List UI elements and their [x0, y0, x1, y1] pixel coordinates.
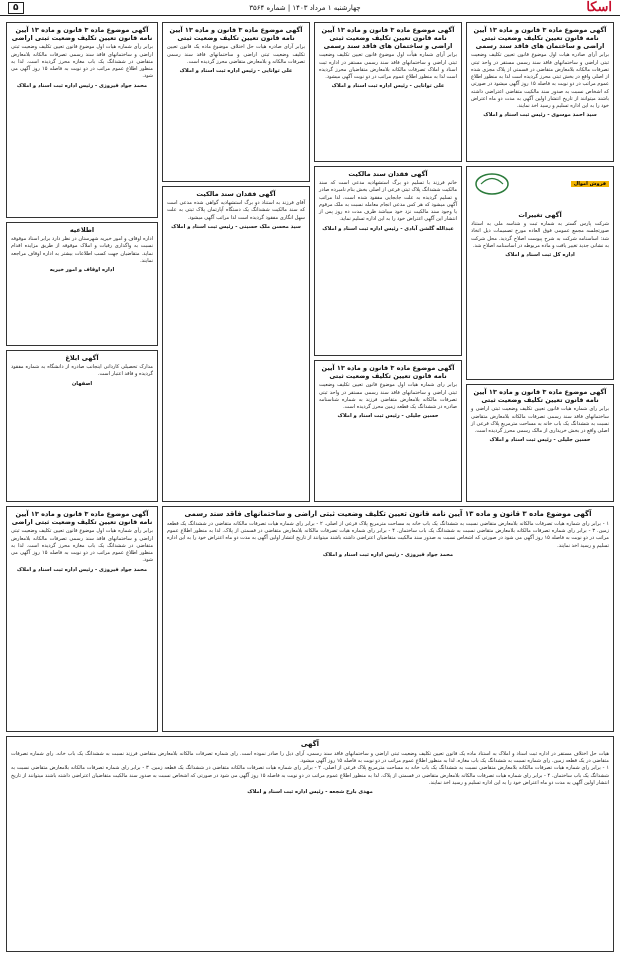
ad-title: آگهی موضوع ماده ۳ قانون و ماده ۱۳ آیین نامه قانون تعیین تکلیف وضعیت ثبتی — [321, 364, 455, 381]
ad-land-registration — [466, 22, 614, 162]
ad-signature: علی توانایی - رئیس اداره ثبت اسناد و املاک — [331, 83, 445, 90]
ad-title: اطلاعیه — [69, 226, 95, 234]
ad-title: آگهی موضوع ماده ۳ قانون و ماده ۱۳ آیین نامه قانون تعیین تکلیف وضعیت ثبتی اراضی و ساختمان های فاقد سند رسمی — [473, 26, 607, 51]
ad-wide-land-registration — [162, 506, 614, 732]
ad-signature: محمد جواد فیروزی - رئیس اداره ثبت اسناد و املاک — [16, 82, 148, 89]
ad-body: برابر آرای صادره هیات اول موضوع قانون تعیین تکلیف وضعیت ثبتی اراضی و ساختمانهای فاقد سند رسمی مستقر در واحد ثبتی تصرفات مالکانه بلامعارض متقاضی در قسمتی از پلاک مجزی شده از اصلی واقع در بخش ثبتی محرز گردیده است لذا به منظور اطلاع عموم مراتب در دو نوبت به فاصله ۱۵ روز آگهی میشود در صورتی که اشخاص نسبت به صدور سند مالکیت متقاضی اعتراضی داشته باشند میتوانند از تاریخ انتشار اولین آگهی به مدت دو ماه اعتراض خود را به این اداره تسلیم و رسید اخذ نمایند. — [471, 52, 609, 110]
ad-body: اداره اوقاف و امور خیریه شهرستان در نظر دارد برابر اسناد موقوفه نسبت به واگذاری رقبات و املاک موقوفه از طریق مزایده اقدام نماید. متقاضیان جهت کسب اطلاعات بیشتر به اداره اوقاف مراجعه نمایند. — [11, 236, 153, 264]
ad-signature: محمد جواد فیروزی - رئیس اداره ثبت اسناد و املاک — [16, 566, 148, 573]
ad-endowment-notice — [6, 222, 158, 346]
ad-title: آگهی موضوع ماده ۳ قانون و ماده ۱۳ آیین نامه قانون تعیین تکلیف وضعیت ثبتی اراضی و ساختمان های فاقد سند رسمی — [321, 26, 455, 51]
ad-title: آگهی موضوع ماده ۳ قانون و ماده ۱۳ آیین نامه قانون تعیین تکلیف وضعیت ثبتی — [169, 26, 303, 43]
ad-body: برابر آرای شماره هیأت اول موضوع قانون تعیین تکلیف وضعیت ثبتی اراضی و ساختمانهای فاقد سند رسمی مستقر در اداره ثبت اسناد و املاک تصرفات مالکانه بلامعارض متقاضیان محرز گردیده است لذا به منظور اطلاع عموم مراتب در دو نوبت آگهی میشود. — [319, 52, 457, 81]
category-badge: فروش اموال — [571, 181, 609, 187]
ad-body: برابر رأی شماره هیات اول موضوع قانون تعیین تکلیف وضعیت ثبتی اراضی و ساختمانهای فاقد سند رسمی تصرفات مالکانه بلامعارض متقاضی در ششدانگ یک باب مغازه محرز گردیده است. لذا به منظور اطلاع عموم مراتب در دو نوبت به فاصله ۱۵ روز آگهی می شود. — [11, 44, 153, 80]
masthead — [0, 0, 620, 16]
ad-signature: محمد جواد فیروزی - رئیس اداره ثبت اسناد و املاک — [322, 551, 454, 558]
ad-lost-deed-2 — [162, 186, 310, 502]
ad-body: هیات حل اختلاف مستقر در اداره ثبت اسناد و املاک به استناد ماده یک قانون تعیین تکلیف وضعیت ثبتی اراضی و ساختمانهای فاقد سند رسمی، آرای ذیل را صادر نموده است. رای شماره تصرفات مالکانه بلامعارض متقاضی فرزند نسبت به ششدانگ یک باب خانه. رای شماره تصرفات متقاضی در یک قطعه زمین. رای شماره نسبت به ششدانگ یک باب مغازه. لذا به منظور اطلاع عموم مراتب در دو نوبت به فاصله ۱۵ روز آگهی میشود. — [11, 750, 609, 764]
ad-title: آگهی — [300, 740, 320, 748]
ad-body: برابر آرای صادره هیات حل اختلاف موضوع ماده یک قانون تعیین تکلیف وضعیت ثبتی اراضی و ساختمانهای فاقد سند رسمی تصرفات مالکانه و بلامعارض متقاضی محرز گردیده است. — [167, 44, 305, 65]
ad-signature: سید محسن ملک حسینی - رئیس ثبت اسناد و املاک — [171, 223, 301, 230]
ad-title: آگهی موضوع ماده ۳ قانون و ماده ۱۳ آیین نامه قانون تعیین تکلیف وضعیت ثبتی اراضی — [11, 510, 153, 527]
ad-signature: اصفهان — [71, 380, 93, 387]
ad-land-registration-5 — [162, 22, 310, 182]
ad-signature: علی توانایی - رئیس اداره ثبت اسناد و املاک — [179, 68, 293, 74]
ad-signature: عبدالله گلشن آبادی - رئیس اداره ثبت اسناد و املاک — [322, 225, 454, 232]
ad-title: آگهی موضوع ماده ۳ قانون و ماده ۱۳ آیین نامه قانون تعیین تکلیف وضعیت ثبتی اراضی — [11, 26, 153, 43]
ad-signature: سید احمد موسوی - رئیس ثبت اسناد و املاک — [483, 112, 597, 119]
newspaper-logo: اسکا — [586, 0, 612, 15]
ad-side-notices — [6, 506, 158, 732]
ad-lost-deed — [314, 166, 462, 356]
ad-title: آگهی فقدان سند مالکیت — [348, 170, 428, 178]
ad-bottom-resolutions — [6, 736, 614, 952]
ad-land-registration-6 — [6, 22, 158, 218]
ad-signature: اداره اوقاف و امور خیریه — [49, 267, 115, 274]
ad-body: برابر رای شماره هیات قانون تعیین تکلیف وضعیت ثبتی اراضی و ساختمانهای فاقد سند رسمی تصرفات مالکانه بلامعارض متقاضی نسبت به ششدانگ یک باب خانه به مساحت مترمربع پلاک فرعی از اصلی واقع در بخش خریداری از مالک رسمی محرز گردیده است. — [471, 406, 609, 434]
ad-body: شرکت پارس گستر به شماره ثبت و شناسه ملی به استناد صورتجلسه مجمع عمومی فوق العاده مورخ تصمیمات ذیل اتخاذ شد: اساسنامه شرکت به شرح پیوست اصلاح گردید. محل شرکت به نشانی جدید تغییر یافت و ماده مربوطه در اساسنامه اصلاح شد. — [471, 221, 609, 249]
ad-body: برابر رای شماره هیات اول موضوع قانون تعیین تکلیف وضعیت ثبتی اراضی و ساختمانهای فاقد سند رسمی مستقر در واحد ثبتی تصرفات مالکانه بلامعارض متقاضی فرزند به شماره شناسنامه صادره در ششدانگ یک قطعه زمین محرز گردیده است. — [319, 382, 457, 410]
company-logo-icon — [473, 171, 511, 197]
ad-body: آقای فرزند به استناد دو برگ استشهادیه گواهی شده مدعی است که سند مالکیت ششدانگ یک دستگاه آپارتمان پلاک ثبتی به علت سهل انگاری مفقود گردیده است لذا مراتب آگهی میشود. — [167, 200, 305, 221]
ad-body: مدارک تحصیلی کاردانی اینجانب صادره از دانشگاه به شماره مفقود گردیده و فاقد اعتبار است. — [11, 364, 153, 378]
ad-land-registration-3 — [314, 22, 462, 162]
ad-lost-certificate — [6, 350, 158, 502]
ad-signature: اداره کل ثبت اسناد و املاک — [505, 252, 575, 259]
ad-land-registration-4 — [314, 360, 462, 502]
ad-signature: مهدی بارخ شجعه - رئیس اداره ثبت اسناد و املاک — [247, 789, 373, 795]
ad-body-continued: ۱ - برابر رای شماره هیات تصرفات مالکانه بلامعارض متقاضی نسبت به ششدانگ یک باب خانه به مساحت مترمربع پلاک فرعی از اصلی. ۲ - برابر رای شماره هیات تصرفات مالکانه متقاضی در ششدانگ یک قطعه زمین. ۳ - برابر رای شماره تصرفات مالکانه بلامعارض متقاضی نسبت به ششدانگ یک باب ساختمان. ۴ - برابر رای شماره هیات تصرفات مالکانه بلامعارض متقاضی در قسمتی از پلاک. لذا به منظور اطلاع عموم مراتب در دو نوبت به فاصله ۱۵ روز آگهی می شود در صورتی که اشخاص نسبت به صدور سند مالکیت متقاضیان اعتراضی داشته باشند میتوانند از تاریخ انتشار اولین آگهی به مدت دو ماه اعتراض خود را به این اداره تسلیم و رسید اخذ نمایند. — [11, 765, 609, 786]
page-number: ۵ — [8, 2, 24, 14]
ad-signature: حسین جلیلی - رئیس ثبت اسناد و املاک — [337, 413, 439, 420]
ad-title: آگهی فقدان سند مالکیت — [196, 190, 276, 198]
ad-body: برابر رأی شماره هیات اول موضوع قانون تعیین تکلیف وضعیت ثبتی اراضی و ساختمانهای فاقد سند رسمی تصرفات مالکانه بلامعارض متقاضی در ششدانگ یک باب مغازه محرز گردیده است. لذا به منظور اطلاع عموم مراتب در دو نوبت به فاصله ۱۵ روز آگهی می شود. — [11, 528, 153, 564]
ad-title: آگهی تغییرات — [518, 211, 562, 219]
ad-body: ۱ - برابر رای شماره هیات تصرفات مالکانه بلامعارض متقاضی نسبت به ششدانگ یک باب خانه به مساحت مترمربع پلاک فرعی از اصلی. ۲ - برابر رای شماره هیات تصرفات مالکانه متقاضی در ششدانگ یک قطعه زمین. ۳ - برابر رای شماره تصرفات مالکانه بلامعارض متقاضی نسبت به ششدانگ یک باب ساختمان. ۴ - برابر رای شماره هیات تصرفات مالکانه بلامعارض متقاضی در قسمتی از پلاک. لذا به منظور اطلاع عموم مراتب در دو نوبت به فاصله ۱۵ روز آگهی می شود در صورتی که اشخاص نسبت به صدور سند مالکیت متقاضیان اعتراضی داشته باشند میتوانند از تاریخ انتشار اولین آگهی به مدت دو ماه اعتراض خود را به این اداره تسلیم و رسید اخذ نمایند. — [167, 520, 609, 549]
ad-title: آگهی موضوع ماده ۳ قانون و ماده ۱۳ آیین نامه قانون تعیین تکلیف وضعیت ثبتی — [473, 388, 607, 405]
ads-grid — [6, 22, 614, 952]
ad-land-registration-2 — [466, 384, 614, 502]
ad-company-changes — [466, 166, 614, 380]
ad-title: آگهی ابلاغ — [65, 354, 99, 362]
ad-title: آگهی موضوع ماده ۳ قانون و ماده ۱۳ آیین نامه قانون تعیین تکلیف وضعیت ثبتی اراضی و ساختمانهای فاقد سند رسمی — [184, 510, 592, 518]
ad-signature: حسین جلیلی - رئیس ثبت اسناد و املاک — [489, 437, 591, 444]
ad-body: خانم فرزند با تسلیم دو برگ استشهادیه مدعی است که سند مالکیت ششدانگ پلاک ثبتی فرعی از اصلی بخش بنام نامبرده صادر و تسلیم گردیده به علت جابجایی مفقود شده است، لذا مراتب آگهی میشود که هر کس مدعی انجام معامله نسبت به ملک مرقوم یا وجود سند مالکیت نزد خود میباشد ظرف مدت ده روز پس از انتشار این آگهی اعتراض خود را به این اداره تسلیم نماید. — [319, 180, 457, 223]
dateline: چهارشنبه ۱ مرداد ۱۴۰۳ | شماره ۳۵۶۴ — [249, 3, 361, 12]
